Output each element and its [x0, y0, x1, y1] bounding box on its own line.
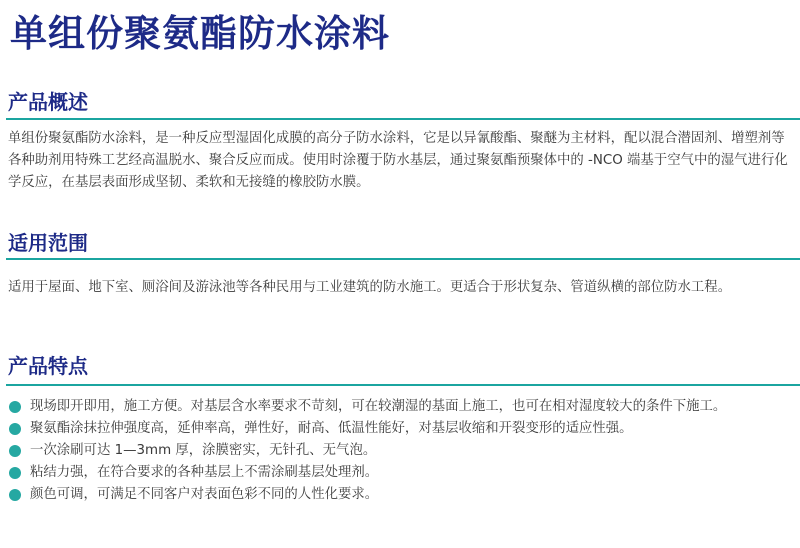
- feature-item: [8, 440, 798, 462]
- page-title: 单组份聚氨酯防水涂料: [10, 12, 390, 55]
- section-heading-features: 产品特点: [8, 354, 88, 378]
- feature-item: [8, 484, 798, 506]
- feature-item: [8, 396, 798, 418]
- feature-item: [8, 462, 798, 484]
- feature-text: 一次涂刷可达 1—3mm 厚，涂膜密实，无针孔、无气泡。: [30, 443, 377, 458]
- scope-paragraph: 适用于屋面、地下室、厕浴间及游泳池等各种民用与工业建筑的防水施工。更适合于形状复杂、管道纵横的部位防水工程。: [8, 280, 732, 295]
- bullet-dot-icon: [9, 445, 21, 457]
- feature-item: [8, 418, 798, 440]
- bullet-dot-icon: [9, 401, 21, 413]
- feature-text: 粘结力强，在符合要求的各种基层上不需涂刷基层处理剂。: [30, 465, 379, 480]
- section-divider-scope: [6, 258, 800, 260]
- overview-paragraph: 单组份聚氨酯防水涂料，是一种反应型湿固化成膜的高分子防水涂料，它是以异氰酸酯、聚醚为主材料，配以混合潜固剂、增塑剂等各种助剂用特殊工艺经高温脱水、聚合反应而成。使用时涂覆于防水基层，通过聚氨酯预聚体中的 -NCO 端基于空气中的湿气进行化学反应，在基层表面形成坚韧、柔软和无接缝的橡胶防水膜。: [8, 131, 788, 190]
- section-heading-scope: 适用范围: [8, 231, 88, 255]
- section-divider-overview: [6, 118, 800, 120]
- feature-text: 颜色可调，可满足不同客户对表面色彩不同的人性化要求。: [30, 487, 379, 502]
- bullet-dot-icon: [9, 423, 21, 435]
- bullet-dot-icon: [9, 467, 21, 479]
- feature-list: [8, 396, 798, 506]
- feature-text: 聚氨酯涂抹拉伸强度高，延伸率高，弹性好，耐高、低温性能好，对基层收缩和开裂变形的适应性强。: [30, 421, 633, 436]
- feature-text: 现场即开即用，施工方便。对基层含水率要求不苛刻，可在较潮湿的基面上施工，也可在相对湿度较大的条件下施工。: [30, 399, 727, 414]
- section-divider-features: [6, 384, 800, 386]
- section-heading-overview: 产品概述: [8, 90, 88, 114]
- bullet-dot-icon: [9, 489, 21, 501]
